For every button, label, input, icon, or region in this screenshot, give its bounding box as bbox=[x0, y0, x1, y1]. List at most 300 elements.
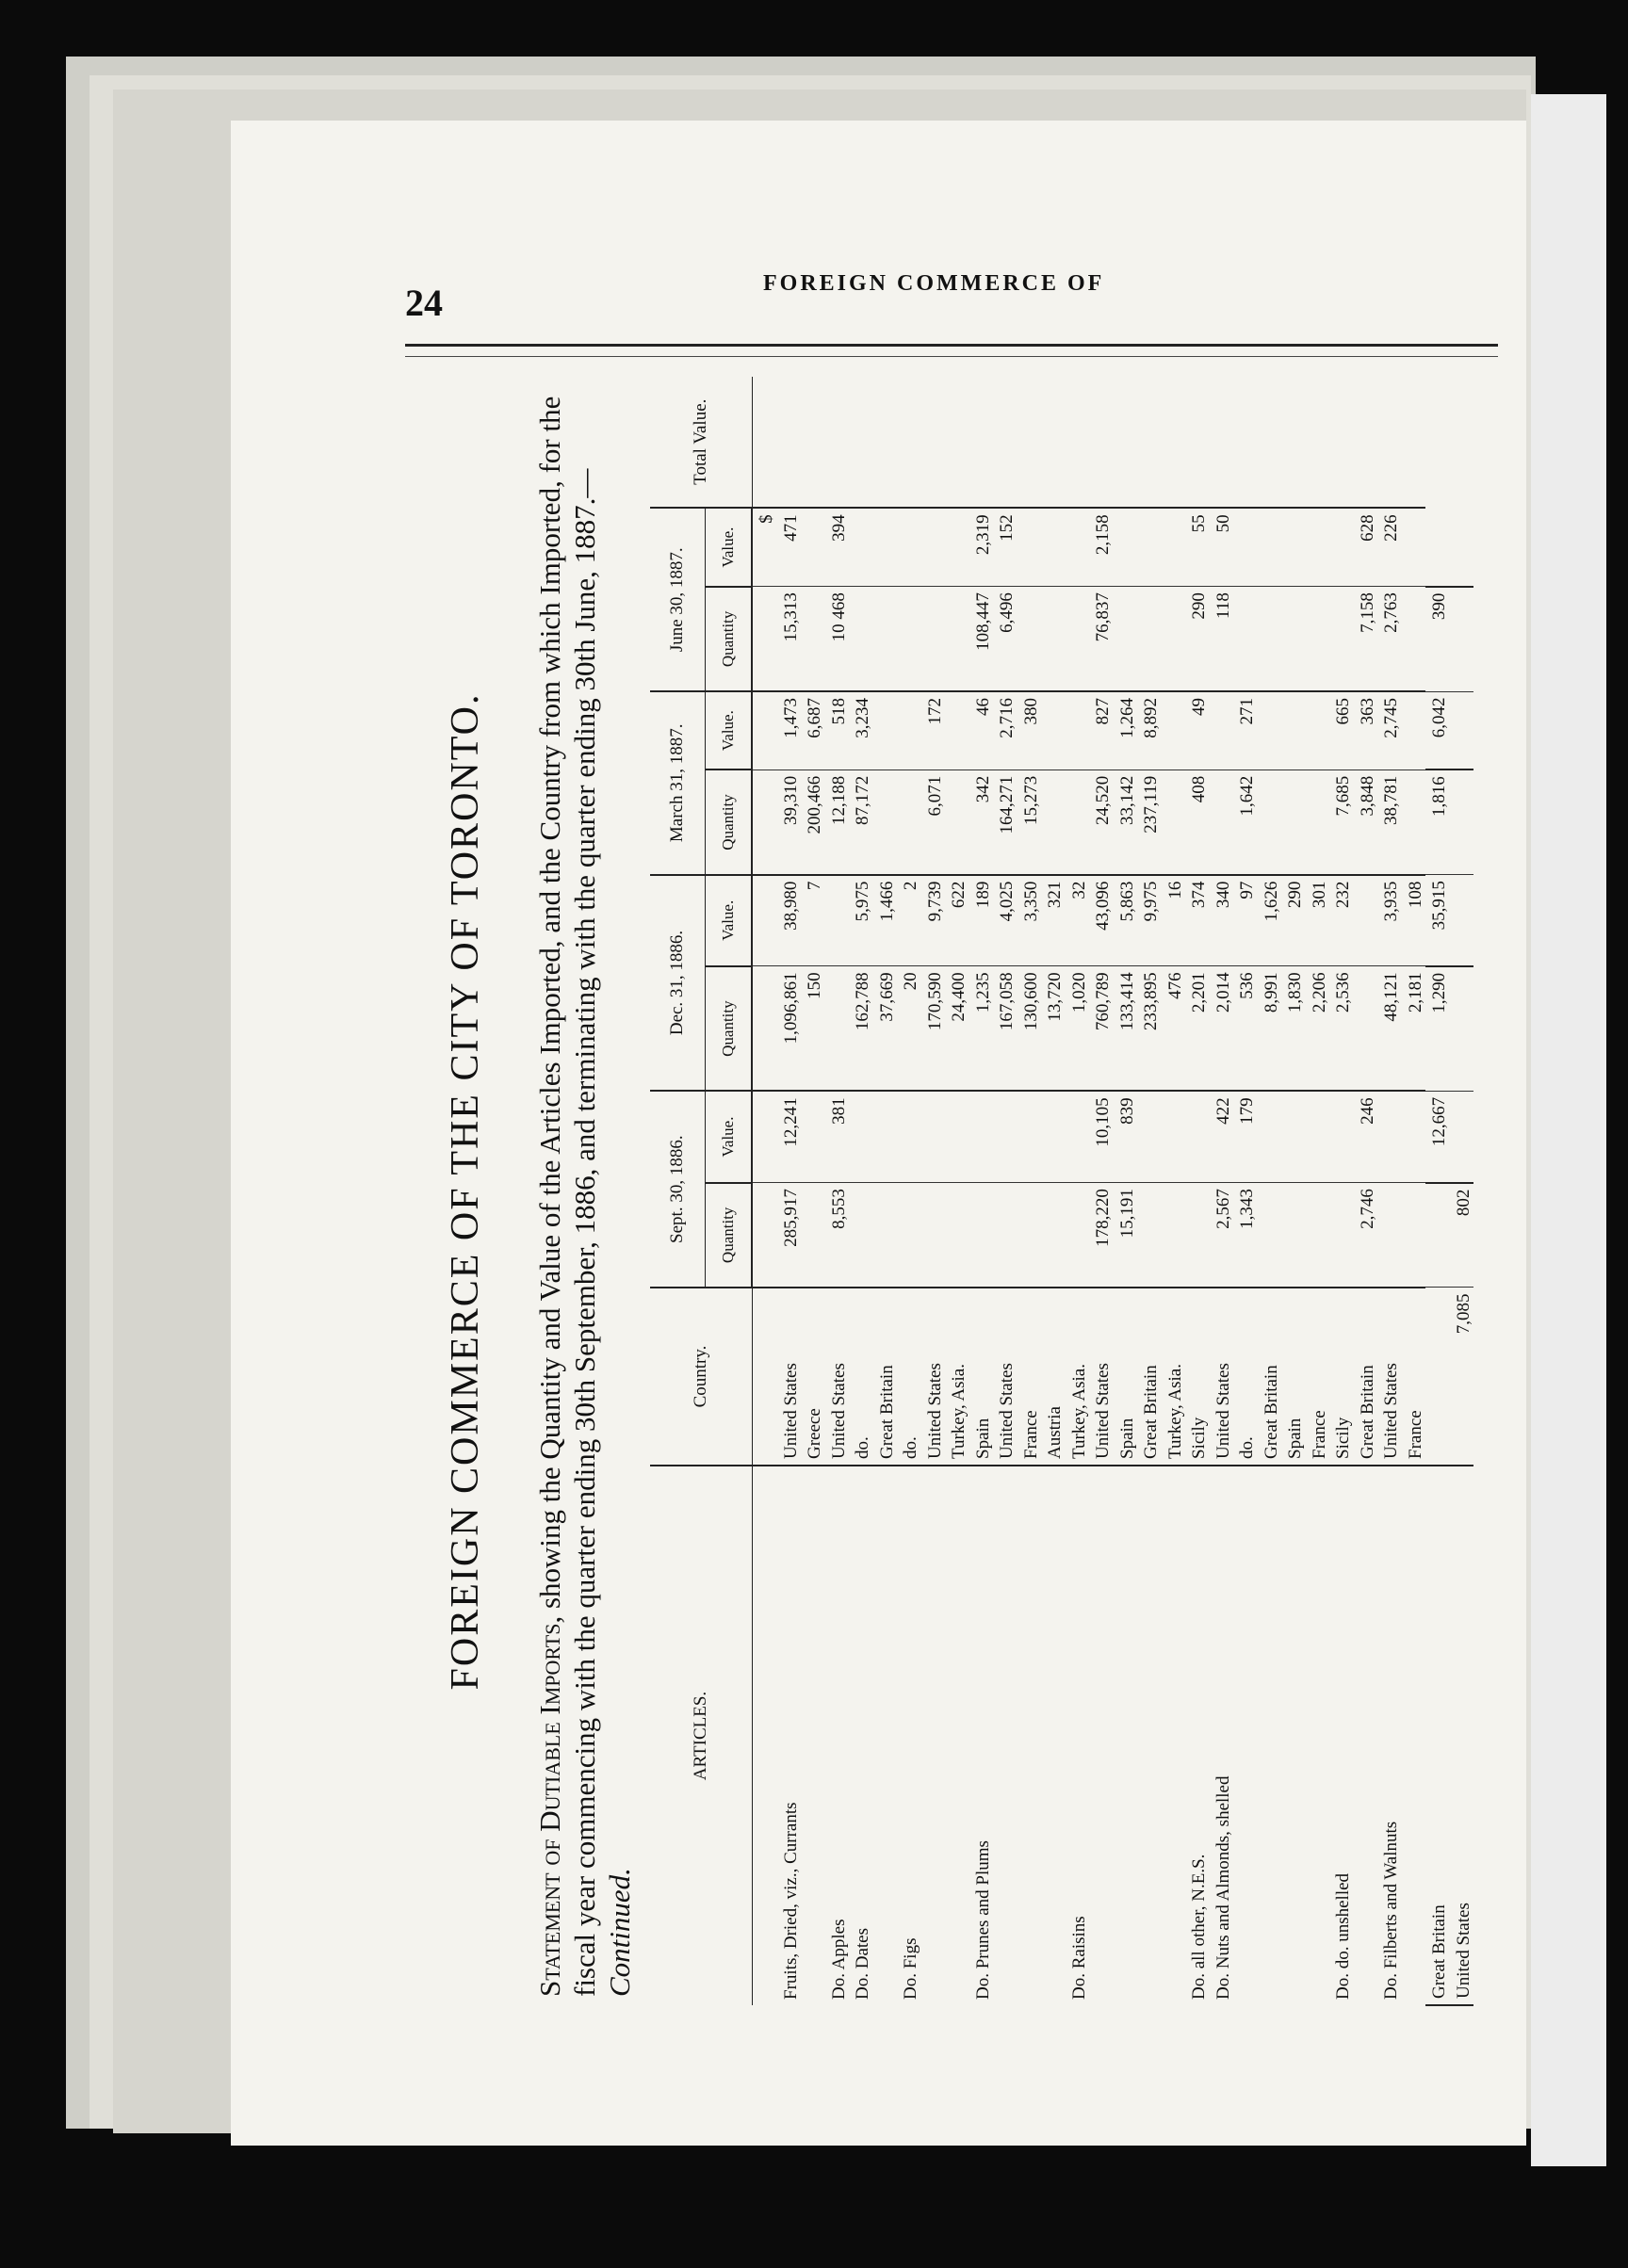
quantity-cell bbox=[1137, 1183, 1162, 1288]
article-name: Do. Apples bbox=[828, 1919, 849, 2000]
quantity-cell: 24,520 bbox=[1089, 770, 1114, 874]
value-cell: 374 bbox=[1185, 875, 1210, 966]
table-row bbox=[777, 377, 802, 2005]
value-cell: 10,105 bbox=[1089, 1091, 1114, 1182]
quantity-cell: 233,895 bbox=[1137, 966, 1162, 1091]
value-cell bbox=[945, 691, 969, 770]
statement-lead: Statement of Dutiable Imports, bbox=[533, 1615, 566, 1997]
quantity-cell: 20 bbox=[897, 966, 921, 1091]
article-name: Do. do. unshelled bbox=[1333, 1872, 1353, 2000]
country-cell: Greece bbox=[801, 1288, 825, 1466]
quantity-cell bbox=[1450, 1091, 1474, 1182]
adjacent-page bbox=[1531, 94, 1606, 2166]
value-cell bbox=[873, 1091, 898, 1182]
header-total-value: Total Value. bbox=[650, 377, 752, 508]
table-row bbox=[1450, 377, 1474, 2005]
value-cell: 1,473 bbox=[777, 691, 802, 770]
value-cell: 1,626 bbox=[1258, 875, 1282, 966]
value-cell: 43,096 bbox=[1089, 875, 1114, 966]
country-cell: do. bbox=[849, 1288, 873, 1466]
value-cell: 301 bbox=[1306, 875, 1330, 966]
quantity-cell bbox=[849, 587, 873, 691]
quantity-cell: 8,991 bbox=[1258, 966, 1282, 1091]
value-cell bbox=[1233, 508, 1258, 586]
value-cell bbox=[1066, 691, 1090, 770]
header-val-4: Value. bbox=[706, 508, 753, 586]
quantity-cell: 48,121 bbox=[1377, 966, 1402, 1091]
total-value-cell bbox=[1281, 377, 1306, 508]
value-cell: 381 bbox=[825, 1091, 850, 1182]
quantity-cell: 170,590 bbox=[921, 966, 946, 1091]
value-cell bbox=[1425, 1183, 1450, 1288]
table-cell bbox=[752, 875, 777, 966]
value-cell: 6,687 bbox=[801, 691, 825, 770]
quantity-cell bbox=[1162, 1183, 1186, 1288]
quantity-cell bbox=[945, 1183, 969, 1288]
quantity-cell: 12,667 bbox=[1425, 1091, 1450, 1182]
quantity-cell: 1,343 bbox=[1233, 1183, 1258, 1288]
value-cell: 32 bbox=[1066, 875, 1090, 966]
value-cell: 55 bbox=[1185, 508, 1210, 586]
total-value-cell bbox=[921, 377, 946, 508]
quantity-cell bbox=[1162, 587, 1186, 691]
quantity-cell bbox=[969, 1183, 994, 1288]
quantity-cell: 6,071 bbox=[921, 770, 946, 874]
country-cell: United States bbox=[921, 1288, 946, 1466]
value-cell: 2 bbox=[897, 875, 921, 966]
value-cell bbox=[1258, 691, 1282, 770]
value-cell: 471 bbox=[777, 508, 802, 586]
article-name: Do. Prunes and Plums bbox=[972, 1840, 993, 2000]
country-cell: Turkey, Asia. bbox=[1162, 1288, 1186, 1466]
total-value-cell bbox=[849, 377, 873, 508]
quantity-cell bbox=[1281, 587, 1306, 691]
value-cell bbox=[1306, 508, 1330, 586]
value-cell: 290 bbox=[1281, 875, 1306, 966]
table-cell bbox=[752, 1466, 777, 2005]
quantity-cell bbox=[825, 966, 850, 1091]
value-cell: 628 bbox=[1354, 508, 1378, 586]
value-cell bbox=[1114, 508, 1138, 586]
table-cell bbox=[752, 377, 777, 508]
quantity-cell bbox=[873, 1183, 898, 1288]
quantity-cell bbox=[1329, 1183, 1354, 1288]
quantity-cell: 167,058 bbox=[993, 966, 1018, 1091]
value-cell: 321 bbox=[1041, 875, 1066, 966]
quantity-cell bbox=[921, 587, 946, 691]
quantity-cell bbox=[1258, 587, 1282, 691]
quantity-cell: 536 bbox=[1233, 966, 1258, 1091]
table-cell bbox=[752, 1091, 777, 1182]
value-cell bbox=[897, 1091, 921, 1182]
quantity-cell: 39,310 bbox=[777, 770, 802, 874]
quantity-cell: 2,536 bbox=[1329, 966, 1354, 1091]
quantity-cell: 6,496 bbox=[993, 587, 1018, 691]
table-row bbox=[1066, 377, 1090, 2005]
value-cell bbox=[1162, 508, 1186, 586]
quantity-cell: 2,567 bbox=[1210, 1183, 1234, 1288]
value-cell: 226 bbox=[1377, 508, 1402, 586]
value-cell bbox=[945, 1091, 969, 1182]
quantity-cell bbox=[1450, 875, 1474, 966]
value-cell: 108 bbox=[1402, 875, 1426, 966]
value-cell: 97 bbox=[1233, 875, 1258, 966]
quantity-cell bbox=[1258, 1183, 1282, 1288]
header-rule bbox=[405, 344, 1498, 347]
total-value-cell bbox=[1402, 377, 1426, 508]
quantity-cell bbox=[1066, 587, 1090, 691]
table-row bbox=[1329, 377, 1354, 2005]
total-value-cell bbox=[993, 377, 1018, 508]
quantity-cell: 408 bbox=[1185, 770, 1210, 874]
value-cell: 1,466 bbox=[873, 875, 898, 966]
article-name: Do. all other, N.E.S. bbox=[1189, 1854, 1209, 2000]
value-cell: 38,980 bbox=[777, 875, 802, 966]
value-cell bbox=[1137, 1091, 1162, 1182]
value-cell: 2,158 bbox=[1089, 508, 1114, 586]
rotated-content bbox=[339, 358, 1489, 2025]
total-value-cell bbox=[1185, 377, 1210, 508]
quantity-cell: 2,763 bbox=[1377, 587, 1402, 691]
value-cell bbox=[1162, 1091, 1186, 1182]
value-cell bbox=[801, 508, 825, 586]
value-cell bbox=[1018, 1091, 1042, 1182]
value-cell: 2,716 bbox=[993, 691, 1018, 770]
value-cell: 363 bbox=[1354, 691, 1378, 770]
country-cell: Spain bbox=[1114, 1288, 1138, 1466]
quantity-cell: 200,466 bbox=[801, 770, 825, 874]
table-cell bbox=[752, 770, 777, 874]
value-cell: 9,975 bbox=[1137, 875, 1162, 966]
value-cell: 1,290 bbox=[1425, 966, 1450, 1091]
value-cell bbox=[1210, 691, 1234, 770]
value-cell bbox=[1306, 1091, 1330, 1182]
country-cell: do. bbox=[1233, 1288, 1258, 1466]
quantity-cell: 1,020 bbox=[1066, 966, 1090, 1091]
total-value-cell bbox=[825, 377, 850, 508]
country-cell: Sicily bbox=[1329, 1288, 1354, 1466]
value-cell bbox=[849, 1091, 873, 1182]
value-cell: 179 bbox=[1233, 1091, 1258, 1182]
quantity-cell bbox=[801, 587, 825, 691]
header-rule-thin bbox=[405, 356, 1498, 357]
quantity-cell bbox=[897, 770, 921, 874]
quantity-cell bbox=[1306, 587, 1330, 691]
total-value-cell bbox=[1089, 377, 1114, 508]
total-value-cell bbox=[1450, 508, 1474, 586]
value-cell: 2,745 bbox=[1377, 691, 1402, 770]
quantity-cell bbox=[1041, 1183, 1066, 1288]
value-cell bbox=[1354, 875, 1378, 966]
value-cell: 3,234 bbox=[849, 691, 873, 770]
table-row bbox=[1377, 377, 1402, 2005]
quantity-cell: 290 bbox=[1185, 587, 1210, 691]
quantity-cell: 76,837 bbox=[1089, 587, 1114, 691]
quantity-cell bbox=[801, 1183, 825, 1288]
total-value-cell bbox=[1162, 377, 1186, 508]
quantity-cell bbox=[1281, 1183, 1306, 1288]
value-cell bbox=[897, 508, 921, 586]
value-cell: 340 bbox=[1210, 875, 1234, 966]
quantity-cell bbox=[1306, 1183, 1330, 1288]
value-cell: 152 bbox=[993, 508, 1018, 586]
quantity-cell bbox=[1041, 587, 1066, 691]
country-cell: France bbox=[1402, 1288, 1426, 1466]
value-cell bbox=[1066, 508, 1090, 586]
quantity-cell bbox=[1185, 1183, 1210, 1288]
quantity-cell bbox=[849, 1183, 873, 1288]
header-qty-3: Quantity bbox=[706, 770, 753, 874]
quantity-cell: 1,830 bbox=[1281, 966, 1306, 1091]
article-name: Do. Dates bbox=[853, 1928, 872, 2000]
quantity-cell: 35,915 bbox=[1425, 875, 1450, 966]
quantity-cell: 1,096,861 bbox=[777, 966, 802, 1091]
table-row bbox=[1425, 377, 1450, 2005]
value-cell bbox=[1162, 691, 1186, 770]
country-cell: Great Britain bbox=[1137, 1288, 1162, 1466]
country-cell: Great Britain bbox=[1425, 1466, 1450, 2005]
total-value-cell bbox=[1377, 377, 1402, 508]
total-value-cell bbox=[1041, 377, 1066, 508]
value-cell: 46 bbox=[969, 691, 994, 770]
country-cell: Austria bbox=[1041, 1288, 1066, 1466]
value-cell: 189 bbox=[969, 875, 994, 966]
currency-row bbox=[752, 377, 777, 2005]
quantity-cell bbox=[1402, 770, 1426, 874]
quantity-cell: 37,669 bbox=[873, 966, 898, 1091]
header-period-1: Sept. 30, 1886. bbox=[650, 1091, 706, 1288]
value-cell: 518 bbox=[825, 691, 850, 770]
total-value-cell bbox=[1306, 377, 1330, 508]
quantity-cell: 24,400 bbox=[945, 966, 969, 1091]
article-name: Do. Figs bbox=[901, 1937, 920, 2000]
table-row bbox=[969, 377, 994, 2005]
value-cell bbox=[1258, 1091, 1282, 1182]
quantity-cell bbox=[873, 770, 898, 874]
value-cell bbox=[849, 508, 873, 586]
quantity-cell bbox=[1377, 1183, 1402, 1288]
table-cell bbox=[752, 966, 777, 1091]
value-cell: 3,350 bbox=[1018, 875, 1042, 966]
header-period-2: Dec. 31, 1886. bbox=[650, 875, 706, 1092]
quantity-cell bbox=[945, 770, 969, 874]
total-value-cell bbox=[1137, 377, 1162, 508]
country-cell: Great Britain bbox=[1258, 1288, 1282, 1466]
country-cell: Spain bbox=[969, 1288, 994, 1466]
quantity-cell: 476 bbox=[1162, 966, 1186, 1091]
value-cell bbox=[945, 508, 969, 586]
country-cell: United States bbox=[825, 1288, 850, 1466]
header-qty-2: Quantity bbox=[706, 966, 753, 1091]
quantity-cell: 12,188 bbox=[825, 770, 850, 874]
value-cell: 16 bbox=[1162, 875, 1186, 966]
table-row bbox=[849, 377, 873, 2005]
total-value-cell bbox=[1329, 377, 1354, 508]
value-cell: 5,975 bbox=[849, 875, 873, 966]
value-cell bbox=[993, 1091, 1018, 1182]
country-cell: France bbox=[1018, 1288, 1042, 1466]
value-cell bbox=[1450, 966, 1474, 1091]
value-cell: 5,863 bbox=[1114, 875, 1138, 966]
quantity-cell bbox=[1402, 1183, 1426, 1288]
total-value-cell bbox=[1210, 377, 1234, 508]
value-cell bbox=[873, 691, 898, 770]
quantity-cell bbox=[1425, 1288, 1450, 1466]
quantity-cell: 1,235 bbox=[969, 966, 994, 1091]
total-value-cell bbox=[969, 377, 994, 508]
quantity-cell: 342 bbox=[969, 770, 994, 874]
quantity-cell bbox=[1162, 770, 1186, 874]
country-cell: Turkey, Asia. bbox=[1066, 1288, 1090, 1466]
value-cell: 49 bbox=[1185, 691, 1210, 770]
header-val-3: Value. bbox=[706, 691, 753, 770]
quantity-cell: 2,206 bbox=[1306, 966, 1330, 1091]
header-period-3: March 31, 1887. bbox=[650, 691, 706, 875]
value-cell bbox=[1041, 691, 1066, 770]
quantity-cell bbox=[1018, 587, 1042, 691]
article-name: Do. Raisins bbox=[1068, 1916, 1089, 2000]
table-row bbox=[1210, 377, 1234, 2005]
article-name: Do. Filberts and Walnuts bbox=[1381, 1821, 1401, 2000]
value-cell: 3,935 bbox=[1377, 875, 1402, 966]
value-cell bbox=[1402, 1091, 1426, 1182]
quantity-cell bbox=[1329, 587, 1354, 691]
table-row bbox=[897, 377, 921, 2005]
quantity-cell bbox=[1281, 770, 1306, 874]
value-cell: 271 bbox=[1233, 691, 1258, 770]
statement-paragraph bbox=[532, 377, 637, 1997]
quantity-cell: 2,181 bbox=[1402, 966, 1426, 1091]
country-cell: United States bbox=[1210, 1288, 1234, 1466]
quantity-cell bbox=[1018, 1183, 1042, 1288]
quantity-cell bbox=[921, 1183, 946, 1288]
value-cell bbox=[921, 1091, 946, 1182]
quantity-cell bbox=[1066, 1183, 1090, 1288]
quantity-cell: 760,789 bbox=[1089, 966, 1114, 1091]
value-cell bbox=[873, 508, 898, 586]
table-cell bbox=[752, 691, 777, 770]
quantity-cell bbox=[945, 587, 969, 691]
quantity-cell: 2,014 bbox=[1210, 966, 1234, 1091]
quantity-cell: 2,746 bbox=[1354, 1183, 1378, 1288]
quantity-cell bbox=[1233, 587, 1258, 691]
quantity-cell: 150 bbox=[801, 966, 825, 1091]
value-cell bbox=[1281, 508, 1306, 586]
quantity-cell bbox=[1041, 770, 1066, 874]
total-value-cell bbox=[777, 377, 802, 508]
value-cell bbox=[1281, 1091, 1306, 1182]
value-cell: 394 bbox=[825, 508, 850, 586]
quantity-cell: 7,158 bbox=[1354, 587, 1378, 691]
value-cell bbox=[1402, 691, 1426, 770]
value-cell: 4,025 bbox=[993, 875, 1018, 966]
table-cell bbox=[752, 587, 777, 691]
article-name: Fruits, Dried, viz., Currants bbox=[780, 1802, 801, 2000]
country-cell: Turkey, Asia. bbox=[945, 1288, 969, 1466]
total-value-cell bbox=[1066, 377, 1090, 508]
value-cell: 246 bbox=[1354, 1091, 1378, 1182]
value-cell: 827 bbox=[1089, 691, 1114, 770]
quantity-cell: 8,553 bbox=[825, 1183, 850, 1288]
value-cell: 12,241 bbox=[777, 1091, 802, 1182]
value-cell: 802 bbox=[1450, 1183, 1474, 1288]
running-head: FOREIGN COMMERCE OF bbox=[763, 271, 1105, 296]
value-cell: 8,892 bbox=[1137, 691, 1162, 770]
value-cell: 232 bbox=[1329, 875, 1354, 966]
quantity-cell bbox=[897, 587, 921, 691]
table-body bbox=[752, 377, 1473, 2005]
value-cell bbox=[801, 1091, 825, 1182]
quantity-cell: 10 468 bbox=[825, 587, 850, 691]
quantity-cell bbox=[1354, 966, 1378, 1091]
total-value-cell bbox=[801, 377, 825, 508]
total-value-cell bbox=[1354, 377, 1378, 508]
value-cell: 2,319 bbox=[969, 508, 994, 586]
country-cell: United States bbox=[1089, 1288, 1114, 1466]
value-cell: 622 bbox=[945, 875, 969, 966]
value-cell bbox=[1281, 691, 1306, 770]
header-country: Country. bbox=[650, 1288, 752, 1466]
quantity-cell bbox=[1210, 770, 1234, 874]
value-cell: 422 bbox=[1210, 1091, 1234, 1182]
header-val-2: Value. bbox=[706, 875, 753, 966]
total-value-cell bbox=[945, 377, 969, 508]
value-cell bbox=[1450, 770, 1474, 874]
total-value-cell bbox=[1425, 508, 1450, 586]
quantity-cell: 1,642 bbox=[1233, 770, 1258, 874]
value-cell: 50 bbox=[1210, 508, 1234, 586]
value-cell: 380 bbox=[1018, 691, 1042, 770]
quantity-cell bbox=[1114, 587, 1138, 691]
quantity-cell: 7,685 bbox=[1329, 770, 1354, 874]
header-val-1: Value. bbox=[706, 1091, 753, 1182]
country-cell: United States bbox=[777, 1288, 802, 1466]
quantity-cell bbox=[1402, 587, 1426, 691]
country-cell: Sicily bbox=[1185, 1288, 1210, 1466]
total-value-cell bbox=[873, 377, 898, 508]
value-cell bbox=[825, 875, 850, 966]
value-cell bbox=[1450, 587, 1474, 691]
quantity-cell: 15,313 bbox=[777, 587, 802, 691]
quantity-cell: 33,142 bbox=[1114, 770, 1138, 874]
country-cell: Spain bbox=[1281, 1288, 1306, 1466]
value-cell bbox=[1306, 691, 1330, 770]
quantity-cell bbox=[873, 587, 898, 691]
total-value-cell bbox=[897, 377, 921, 508]
quantity-cell bbox=[1306, 770, 1330, 874]
quantity-cell: 130,600 bbox=[1018, 966, 1042, 1091]
value-cell bbox=[1185, 1091, 1210, 1182]
quantity-cell: 6,042 bbox=[1425, 691, 1450, 770]
header-articles: ARTICLES. bbox=[650, 1466, 752, 2005]
quantity-cell: 162,788 bbox=[849, 966, 873, 1091]
value-cell: 7 bbox=[801, 875, 825, 966]
statement-text: showing the Quantity and Value of the Articles Imported, and the Country from which Imported, for the fiscal year commencing with the quarter ending 30th September, 1886, and terminating with the quarter ending 30th June, 1887.— bbox=[533, 396, 601, 1997]
value-cell: 172 bbox=[921, 691, 946, 770]
quantity-cell: 13,720 bbox=[1041, 966, 1066, 1091]
quantity-cell bbox=[1450, 691, 1474, 770]
value-cell bbox=[1018, 508, 1042, 586]
value-cell bbox=[1329, 508, 1354, 586]
value-cell bbox=[1258, 508, 1282, 586]
quantity-cell: 2,201 bbox=[1185, 966, 1210, 1091]
quantity-cell bbox=[897, 1183, 921, 1288]
table-row bbox=[825, 377, 850, 2005]
quantity-cell: 7,085 bbox=[1450, 1288, 1474, 1466]
header-qty-4: Quantity bbox=[706, 587, 753, 691]
value-cell bbox=[1377, 1091, 1402, 1182]
value-cell: 390 bbox=[1425, 587, 1450, 691]
